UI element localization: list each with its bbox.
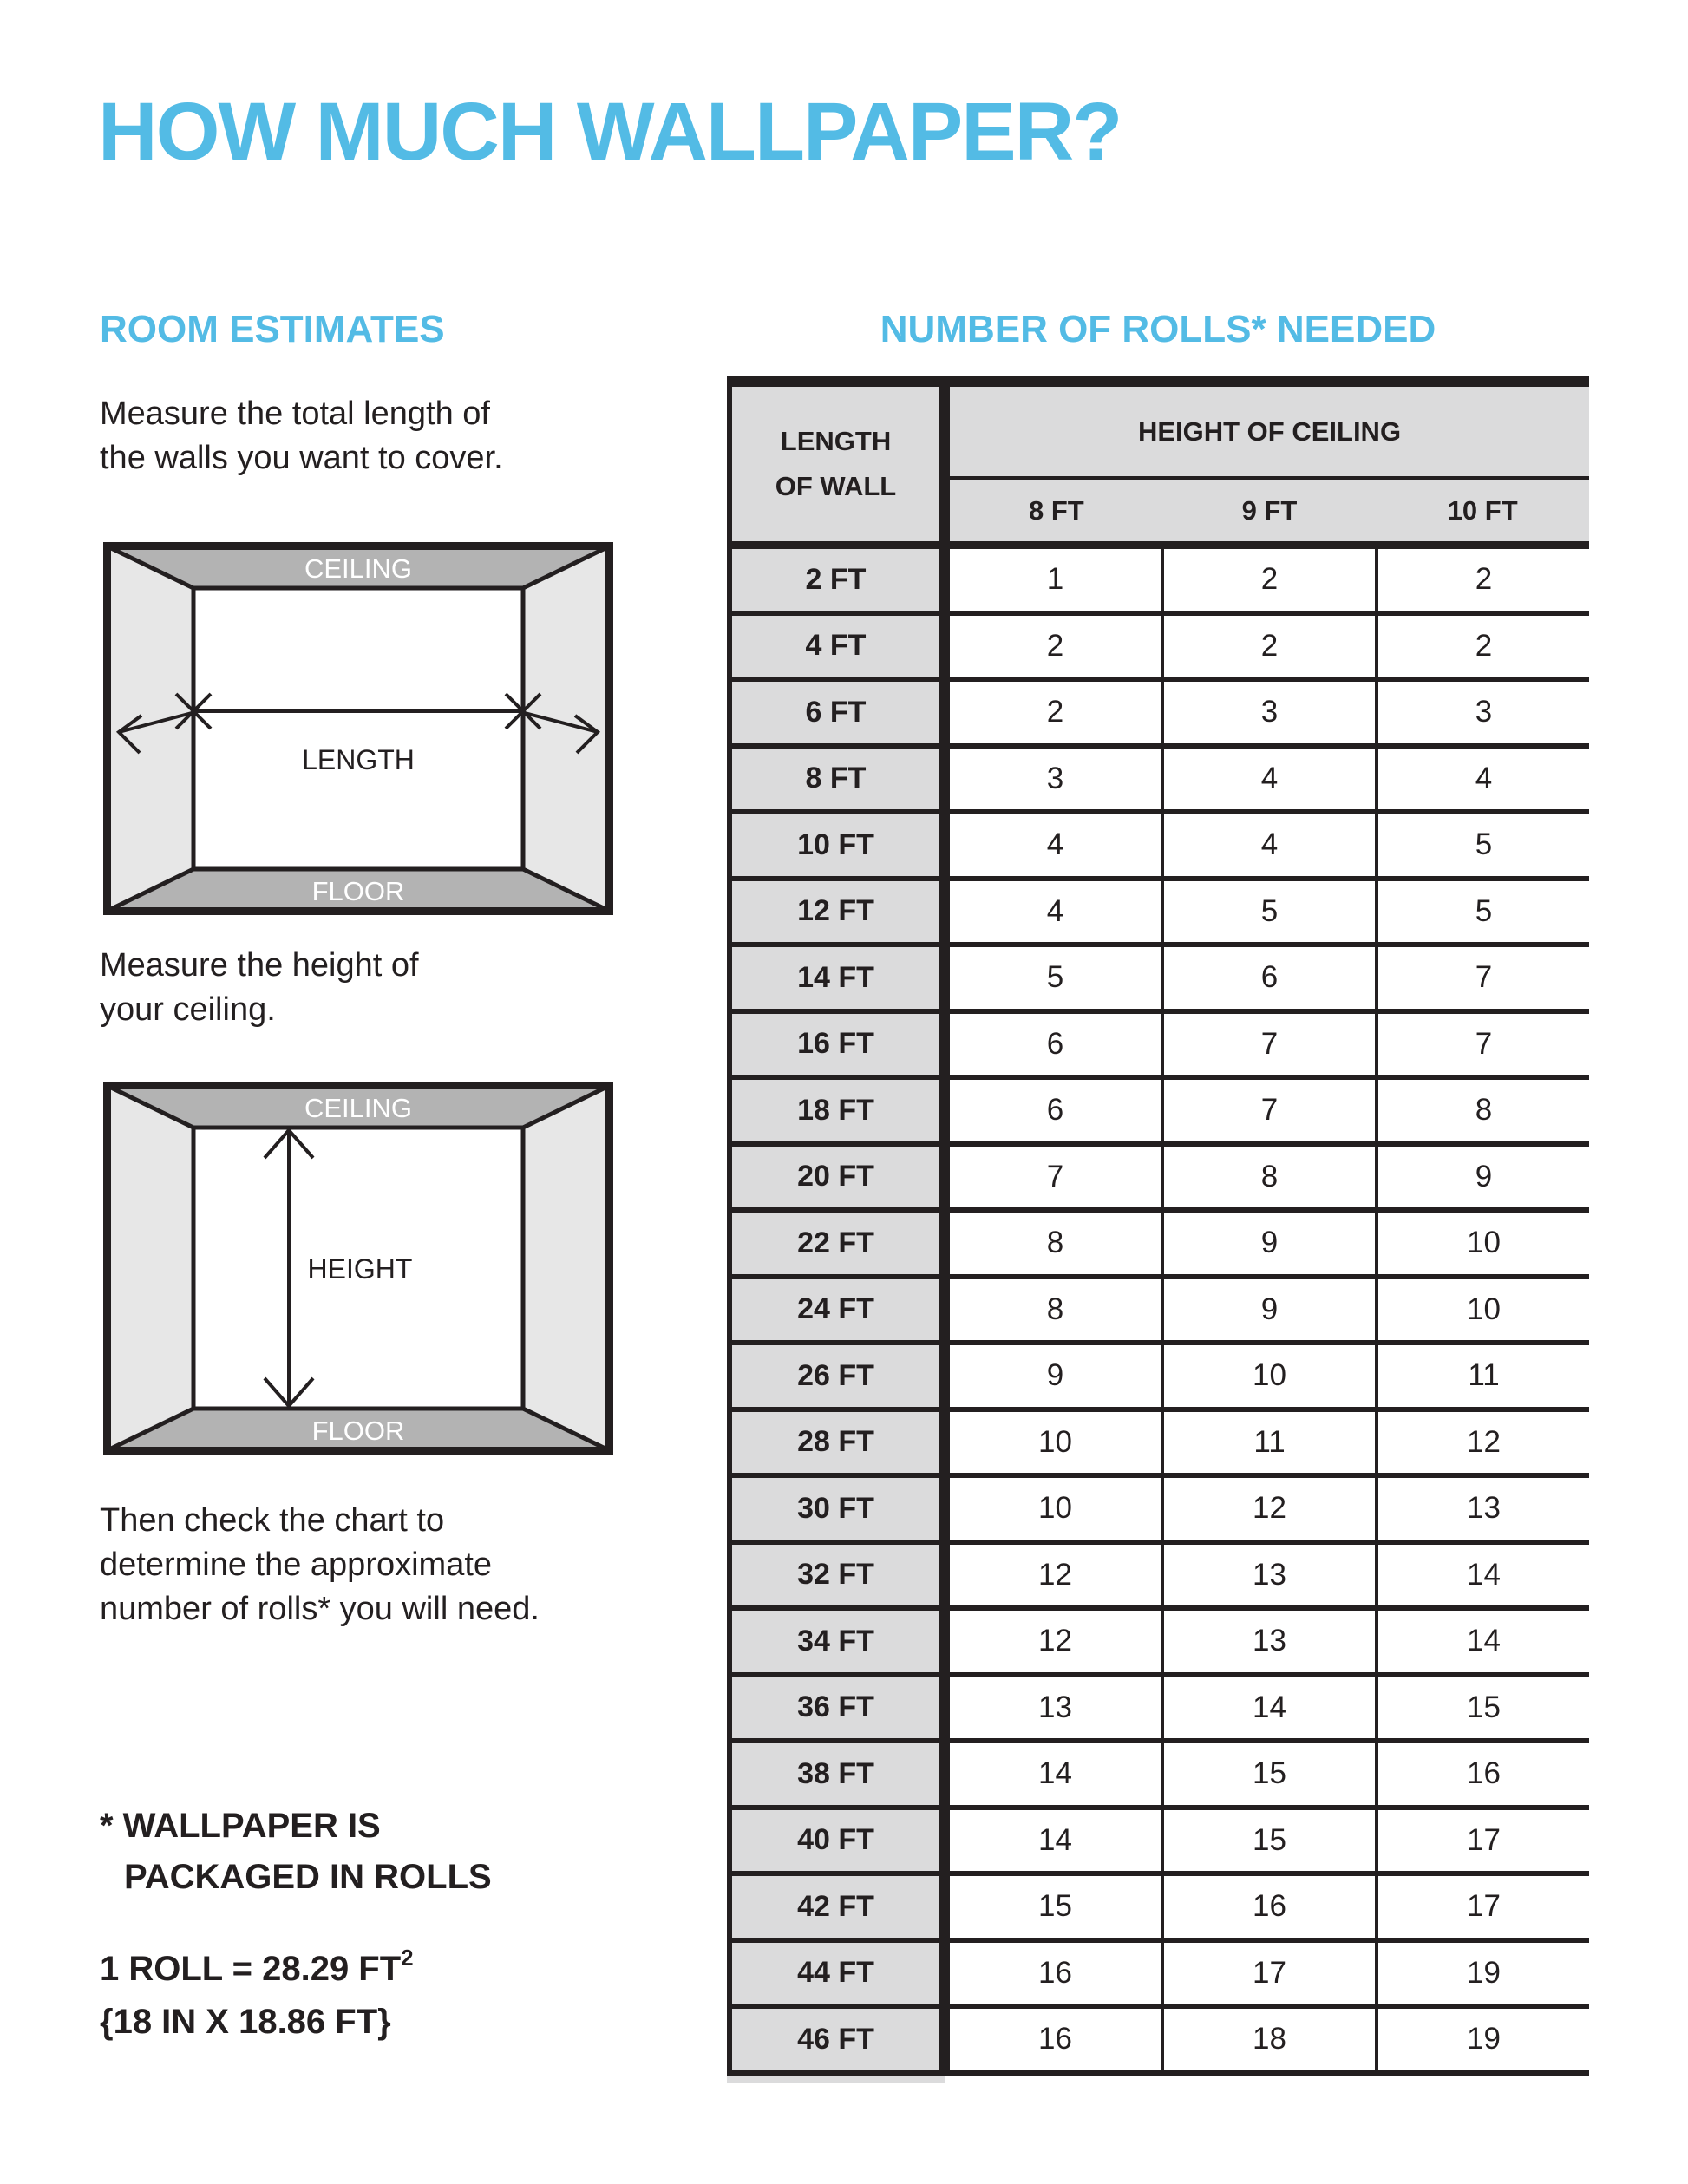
row-divider	[939, 947, 950, 1009]
value-cell-9ft: 8	[1161, 1147, 1375, 1208]
rolls-needed-table	[727, 376, 1589, 2083]
row-length-cell: 18 FT	[727, 1080, 939, 1141]
value-cell-9ft: 2	[1161, 616, 1375, 677]
row-value-cells	[950, 1478, 1589, 1540]
row-length-cell: 32 FT	[727, 1545, 939, 1606]
row-length-cell: 42 FT	[727, 1876, 939, 1938]
row-divider	[939, 1611, 950, 1672]
row-value-cells	[950, 1213, 1589, 1274]
row-divider	[939, 616, 950, 677]
row-divider	[939, 549, 950, 611]
instruction-line: the walls you want to cover.	[100, 440, 503, 476]
value-cell-10ft: 4	[1375, 749, 1589, 810]
row-divider	[939, 682, 950, 743]
row-value-cells	[950, 1810, 1589, 1872]
value-cell-8ft: 8	[1046, 1291, 1064, 1326]
table-row	[727, 749, 1589, 815]
row-length-cell: 34 FT	[727, 1611, 939, 1672]
table-row	[727, 1478, 1589, 1545]
length-label: LENGTH	[302, 744, 415, 775]
value-cell-9ft: 13	[1161, 1611, 1375, 1672]
value-cell-8ft: 4	[1046, 827, 1064, 862]
row-value-cells	[950, 881, 1589, 943]
left-wall-surface	[108, 546, 193, 911]
value-cell-10ft: 17	[1375, 1876, 1589, 1938]
value-cell-10ft: 11	[1375, 1345, 1589, 1407]
value-cell-9ft: 9	[1161, 1213, 1375, 1274]
table-row	[727, 549, 1589, 616]
value-cell-9ft: 7	[1161, 1080, 1375, 1141]
row-value-cells	[950, 1943, 1589, 2004]
back-wall	[193, 588, 523, 869]
left-wall-surface	[108, 1086, 193, 1450]
row-divider	[939, 1213, 950, 1274]
value-cell-10ft: 7	[1375, 947, 1589, 1009]
col-header-9ft: 9 FT	[1241, 494, 1298, 526]
value-cell-10ft: 5	[1375, 814, 1589, 876]
value-cell-9ft: 2	[1161, 549, 1375, 611]
floor-label: FLOOR	[311, 1416, 405, 1446]
row-length-cell: 24 FT	[727, 1279, 939, 1341]
value-cell-9ft: 16	[1161, 1876, 1375, 1938]
row-length-cell: 46 FT	[727, 2009, 939, 2070]
table-row	[727, 1147, 1589, 1213]
value-cell-8ft: 14	[1038, 1756, 1072, 1791]
row-value-cells	[950, 749, 1589, 810]
room-length-diagram	[103, 542, 613, 915]
row-value-cells	[950, 2009, 1589, 2070]
value-cell-10ft: 2	[1375, 549, 1589, 611]
value-cell-8ft: 8	[1046, 1226, 1064, 1260]
instruction-line: number of rolls* you will need.	[100, 1591, 540, 1627]
length-of-wall-line: LENGTH	[780, 426, 892, 456]
value-cell-8ft: 16	[1038, 2022, 1072, 2056]
row-length-cell: 6 FT	[727, 682, 939, 743]
col-header-8ft: 8 FT	[1028, 494, 1084, 526]
row-value-cells	[950, 1545, 1589, 1606]
value-cell-9ft: 5	[1161, 881, 1375, 943]
section-heading-room-estimates: ROOM ESTIMATES	[100, 308, 445, 350]
instruction-step-1	[100, 392, 503, 481]
value-cell-9ft: 12	[1161, 1478, 1375, 1540]
roll-size-line-2: {18 IN X 18.86 FT}	[100, 2003, 391, 2041]
value-cell-9ft: 10	[1161, 1345, 1375, 1407]
value-cell-9ft: 18	[1161, 2009, 1375, 2070]
value-cell-8ft: 3	[1046, 761, 1064, 795]
row-divider	[939, 1412, 950, 1474]
row-length-cell: 4 FT	[727, 616, 939, 677]
section-heading-rolls-needed: NUMBER OF ROLLS* NEEDED	[880, 308, 1436, 350]
roll-size-exponent: 2	[401, 1944, 414, 1971]
wallpaper-rolls-footnote	[100, 1801, 492, 1903]
value-cell-9ft: 15	[1161, 1810, 1375, 1872]
page-title: HOW MUCH WALLPAPER?	[98, 86, 1122, 178]
right-wall-surface	[523, 1086, 609, 1450]
row-length-cell: 16 FT	[727, 1014, 939, 1076]
value-cell-10ft: 10	[1375, 1213, 1589, 1274]
value-cell-8ft: 10	[1038, 1491, 1072, 1526]
row-divider	[939, 1545, 950, 1606]
value-cell-9ft: 15	[1161, 1743, 1375, 1805]
instruction-step-2	[100, 944, 419, 1032]
ceiling-label: CEILING	[304, 553, 413, 584]
row-value-cells	[950, 1876, 1589, 1938]
instruction-line: determine the approximate	[100, 1546, 493, 1583]
value-cell-10ft: 9	[1375, 1147, 1589, 1208]
value-cell-8ft: 15	[1038, 1889, 1072, 1924]
length-of-wall-header	[727, 387, 939, 541]
table-row	[727, 1743, 1589, 1810]
value-cell-9ft: 9	[1161, 1279, 1375, 1341]
row-divider	[939, 1014, 950, 1076]
row-length-cell: 2 FT	[727, 549, 939, 611]
row-divider	[939, 1677, 950, 1739]
value-cell-8ft: 5	[1046, 960, 1064, 995]
value-cell-9ft: 3	[1161, 682, 1375, 743]
value-cell-10ft: 17	[1375, 1810, 1589, 1872]
row-value-cells	[950, 814, 1589, 876]
value-cell-8ft: 13	[1038, 1690, 1072, 1724]
table-row	[727, 1943, 1589, 2010]
value-cell-8ft: 2	[1046, 695, 1064, 729]
value-cell-8ft: 6	[1046, 1026, 1064, 1061]
footnote-line: * WALLPAPER IS	[100, 1807, 381, 1845]
length-of-wall-line: OF WALL	[775, 471, 897, 501]
value-cell-8ft: 1	[1046, 562, 1064, 597]
table-row	[727, 1014, 1589, 1081]
table-row	[727, 1677, 1589, 1744]
header-thick-rule	[727, 541, 1589, 549]
row-divider	[939, 1743, 950, 1805]
value-cell-10ft: 8	[1375, 1080, 1589, 1141]
row-divider	[939, 1080, 950, 1141]
row-value-cells	[950, 1611, 1589, 1672]
table-header	[727, 387, 1589, 541]
footnote-line: PACKAGED IN ROLLS	[124, 1858, 492, 1896]
col-header-10ft: 10 FT	[1447, 494, 1518, 526]
table-row	[727, 947, 1589, 1014]
height-label: HEIGHT	[307, 1253, 413, 1285]
row-divider	[939, 1345, 950, 1407]
row-length-cell: 22 FT	[727, 1213, 939, 1274]
value-cell-8ft: 9	[1046, 1358, 1064, 1393]
row-length-cell: 38 FT	[727, 1743, 939, 1805]
value-cell-9ft: 11	[1161, 1412, 1375, 1474]
instruction-line: Then check the chart to	[100, 1502, 445, 1539]
table-row	[727, 2009, 1589, 2076]
value-cell-10ft: 14	[1375, 1545, 1589, 1606]
roll-size-text: 1 ROLL = 28.29 FT	[100, 1950, 402, 1988]
value-cell-9ft: 4	[1161, 749, 1375, 810]
row-divider	[939, 2009, 950, 2070]
table-row	[727, 1080, 1589, 1147]
value-cell-10ft: 16	[1375, 1743, 1589, 1805]
row-length-cell: 10 FT	[727, 814, 939, 876]
value-cell-8ft: 10	[1038, 1424, 1072, 1459]
table-row	[727, 1545, 1589, 1612]
value-cell-8ft: 12	[1038, 1557, 1072, 1592]
value-cell-10ft: 2	[1375, 616, 1589, 677]
value-cell-8ft: 6	[1046, 1093, 1064, 1128]
value-cell-10ft: 12	[1375, 1412, 1589, 1474]
instruction-step-3	[100, 1499, 540, 1631]
row-divider	[939, 1147, 950, 1208]
table-row	[727, 616, 1589, 683]
row-divider	[939, 749, 950, 810]
room-height-diagram	[103, 1082, 613, 1455]
row-value-cells	[950, 1345, 1589, 1407]
value-cell-10ft: 7	[1375, 1014, 1589, 1076]
row-value-cells	[950, 1080, 1589, 1141]
value-cell-8ft: 2	[1046, 628, 1064, 663]
table-row	[727, 1611, 1589, 1677]
table-row	[727, 1345, 1589, 1412]
right-wall-surface	[523, 546, 609, 911]
table-row	[727, 814, 1589, 881]
header-divider	[939, 387, 950, 541]
row-divider	[939, 1876, 950, 1938]
row-divider	[939, 881, 950, 943]
row-value-cells	[950, 1279, 1589, 1341]
row-length-cell: 26 FT	[727, 1345, 939, 1407]
value-cell-10ft: 10	[1375, 1279, 1589, 1341]
table-row	[727, 1213, 1589, 1279]
value-cell-8ft: 4	[1046, 893, 1064, 928]
table-top-bar	[727, 376, 1589, 387]
floor-label: FLOOR	[311, 876, 405, 906]
row-divider	[939, 1279, 950, 1341]
value-cell-9ft: 13	[1161, 1545, 1375, 1606]
row-length-cell: 14 FT	[727, 947, 939, 1009]
value-cell-8ft: 16	[1038, 1955, 1072, 1990]
value-cell-10ft: 5	[1375, 881, 1589, 943]
row-length-cell: 40 FT	[727, 1810, 939, 1872]
ceiling-height-columns	[950, 480, 1589, 541]
ceiling-label: CEILING	[304, 1093, 413, 1123]
value-cell-9ft: 17	[1161, 1943, 1375, 2004]
instruction-line: your ceiling.	[100, 991, 276, 1028]
row-length-cell: 44 FT	[727, 1943, 939, 2004]
instruction-line: Measure the height of	[100, 947, 419, 984]
table-bottom-stub	[727, 2076, 945, 2083]
row-value-cells	[950, 1147, 1589, 1208]
value-cell-9ft: 4	[1161, 814, 1375, 876]
value-cell-9ft: 14	[1161, 1677, 1375, 1739]
table-row	[727, 1810, 1589, 1877]
height-of-ceiling-header: HEIGHT OF CEILING	[950, 387, 1589, 476]
value-cell-8ft: 7	[1046, 1159, 1064, 1193]
table-row	[727, 1279, 1589, 1346]
row-value-cells	[950, 1412, 1589, 1474]
row-value-cells	[950, 1014, 1589, 1076]
table-body	[727, 549, 1589, 2076]
row-value-cells	[950, 682, 1589, 743]
row-length-cell: 36 FT	[727, 1677, 939, 1739]
row-divider	[939, 814, 950, 876]
value-cell-10ft: 13	[1375, 1478, 1589, 1540]
row-value-cells	[950, 947, 1589, 1009]
table-row	[727, 881, 1589, 948]
instruction-line: Measure the total length of	[100, 396, 490, 432]
value-cell-10ft: 19	[1375, 1943, 1589, 2004]
row-value-cells	[950, 549, 1589, 611]
row-divider	[939, 1810, 950, 1872]
value-cell-10ft: 3	[1375, 682, 1589, 743]
value-cell-10ft: 14	[1375, 1611, 1589, 1672]
row-length-cell: 12 FT	[727, 881, 939, 943]
table-row	[727, 1876, 1589, 1943]
table-row	[727, 682, 1589, 749]
value-cell-10ft: 15	[1375, 1677, 1589, 1739]
value-cell-8ft: 14	[1038, 1822, 1072, 1857]
value-cell-9ft: 6	[1161, 947, 1375, 1009]
value-cell-8ft: 12	[1038, 1624, 1072, 1658]
value-cell-10ft: 19	[1375, 2009, 1589, 2070]
row-length-cell: 20 FT	[727, 1147, 939, 1208]
roll-size-line-1	[100, 1943, 414, 1996]
roll-size-info	[100, 1943, 414, 2049]
row-length-cell: 30 FT	[727, 1478, 939, 1540]
value-cell-9ft: 7	[1161, 1014, 1375, 1076]
row-divider	[939, 1943, 950, 2004]
row-length-cell: 28 FT	[727, 1412, 939, 1474]
row-value-cells	[950, 1677, 1589, 1739]
row-divider	[939, 1478, 950, 1540]
row-value-cells	[950, 616, 1589, 677]
row-length-cell: 8 FT	[727, 749, 939, 810]
row-value-cells	[950, 1743, 1589, 1805]
table-row	[727, 1412, 1589, 1479]
